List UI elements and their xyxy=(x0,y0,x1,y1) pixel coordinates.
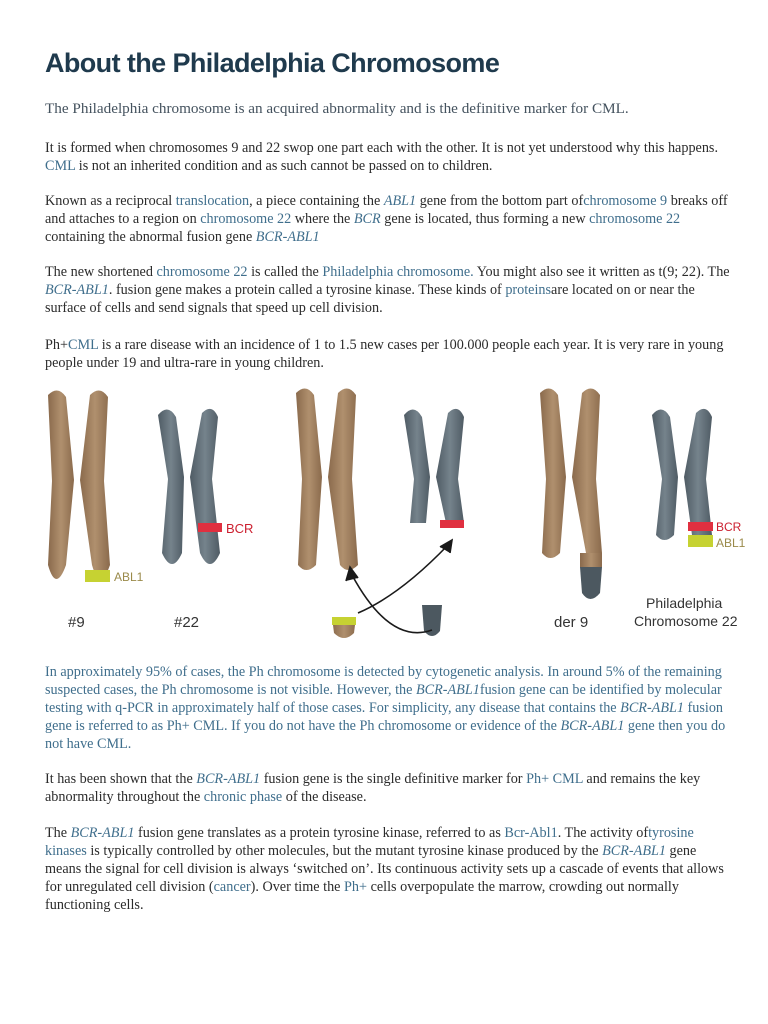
paragraph-formation: It is formed when chromosomes 9 and 22 swop one part each with the other. It is not yet understood why this happens. CML is not an inherited condition and as such cannot be passed on to children. xyxy=(45,140,718,174)
link-bcr-abl1[interactable]: Bcr-Abl1 xyxy=(504,825,558,841)
link-cml[interactable]: CML xyxy=(45,158,76,174)
chromosome-figure xyxy=(40,385,760,650)
link-ph-plus[interactable]: Ph+ xyxy=(344,879,368,895)
bcr-label-22: BCR xyxy=(226,521,254,536)
abl1-label-9: ABL1 xyxy=(114,570,144,584)
intro-paragraph: The Philadelphia chromosome is an acquired abnormality and is the definitive marker for CML. xyxy=(45,100,629,117)
paragraph-philadelphia: The new shortened chromosome 22 is called the Philadelphia chromosome. You might also see it written as t(9; 22). The BCR-ABL1. fusion gene makes a protein called a tyrosine kinase. These kinds of proteinsare located on or near the surface of cells and send signals that speed up cell division. xyxy=(45,264,730,316)
link-philadelphia-chromosome[interactable]: Philadelphia chromosome. xyxy=(322,264,474,280)
label-chromosome-9: #9 xyxy=(68,614,85,631)
link-chromosome-22-c[interactable]: chromosome 22 xyxy=(156,264,248,280)
chromosome-22-drawing xyxy=(158,409,253,631)
philadelphia-chromosome-drawing xyxy=(634,409,746,629)
page-title: About the Philadelphia Chromosome xyxy=(45,48,500,78)
paragraph-incidence: Ph+CML is a rare disease with an incidence of 1 to 1.5 new cases per 100.000 people each year. It is very rare in young people under 19 and ultra-rare in young children. xyxy=(45,337,724,371)
link-ph-cml[interactable]: Ph+ CML xyxy=(526,771,583,787)
paragraph-translocation: Known as a reciprocal translocation, a piece containing the ABL1 gene from the bottom part ofchromosome 9 breaks off and attaches to a region on chromosome 22 where the BCR gene is located, thus forming a new chromosome 22 containing the abnormal fusion gene BCR-ABL1 xyxy=(45,193,728,245)
link-cml-b[interactable]: CML xyxy=(68,337,99,353)
bcr-label-ph: BCR xyxy=(716,520,742,534)
paragraph-detection: In approximately 95% of cases, the Ph chromosome is detected by cytogenetic analysis. In around 5% of the remaining suspected cases, the Ph chromosome is not visible. However, the BCR-ABL1fusion gene can be identified by molecular testing with q-PCR in approximately half of those cases. For simplicity, any disease that contains the BCR-ABL1 fusion gene is referred to as Ph+ CML. If you do not have the Ph chromosome or evidence of the BCR-ABL1 gene then you do not have CML. xyxy=(45,664,726,752)
link-translocation[interactable]: translocation xyxy=(175,193,250,209)
abl1-band-9 xyxy=(85,570,110,582)
abl1-label-ph: ABL1 xyxy=(716,536,746,550)
link-chromosome-22[interactable]: chromosome 22 xyxy=(200,211,292,227)
translocation-chromosome-9 xyxy=(296,388,358,638)
link-chronic-phase[interactable]: chronic phase xyxy=(203,789,283,805)
link-tyrosine-kinases[interactable]: tyrosine kinases xyxy=(45,825,694,859)
link-chromosome-9[interactable]: chromosome 9 xyxy=(583,193,668,209)
bcr-band-22 xyxy=(198,523,222,532)
der9-drawing xyxy=(540,388,602,631)
translocation-chromosome-22 xyxy=(404,409,464,636)
chromosome-9-drawing xyxy=(48,390,144,631)
link-proteins[interactable]: proteins xyxy=(505,282,552,298)
label-philadelphia: Philadelphia xyxy=(646,595,723,611)
paragraph-kinase: The BCR-ABL1 fusion gene translates as a protein tyrosine kinase, referred to as Bcr-Abl1. The activity oftyrosine kinases is typically controlled by other molecules, but the mutant tyrosine kinase produced by the BCR-ABL1 gene means the signal for cell division is always ‘switched on’. Its continuous activity sets up a cascade of events that allows for unregulated cell division (cancer). Over time the Ph+ cells overpopulate the marrow, crowding out normally functioning cells. xyxy=(45,825,724,913)
paragraph-marker: It has been shown that the BCR-ABL1 fusion gene is the single definitive marker for Ph+ CML and remains the key abnormality throughout the chronic phase of the disease. xyxy=(45,771,701,805)
label-der9: der 9 xyxy=(554,614,589,631)
link-cancer[interactable]: cancer xyxy=(213,879,251,895)
label-chromosome-22-ph: Chromosome 22 xyxy=(634,613,738,629)
label-chromosome-22: #22 xyxy=(174,614,200,631)
link-chromosome-22-b[interactable]: chromosome 22 xyxy=(589,211,681,227)
